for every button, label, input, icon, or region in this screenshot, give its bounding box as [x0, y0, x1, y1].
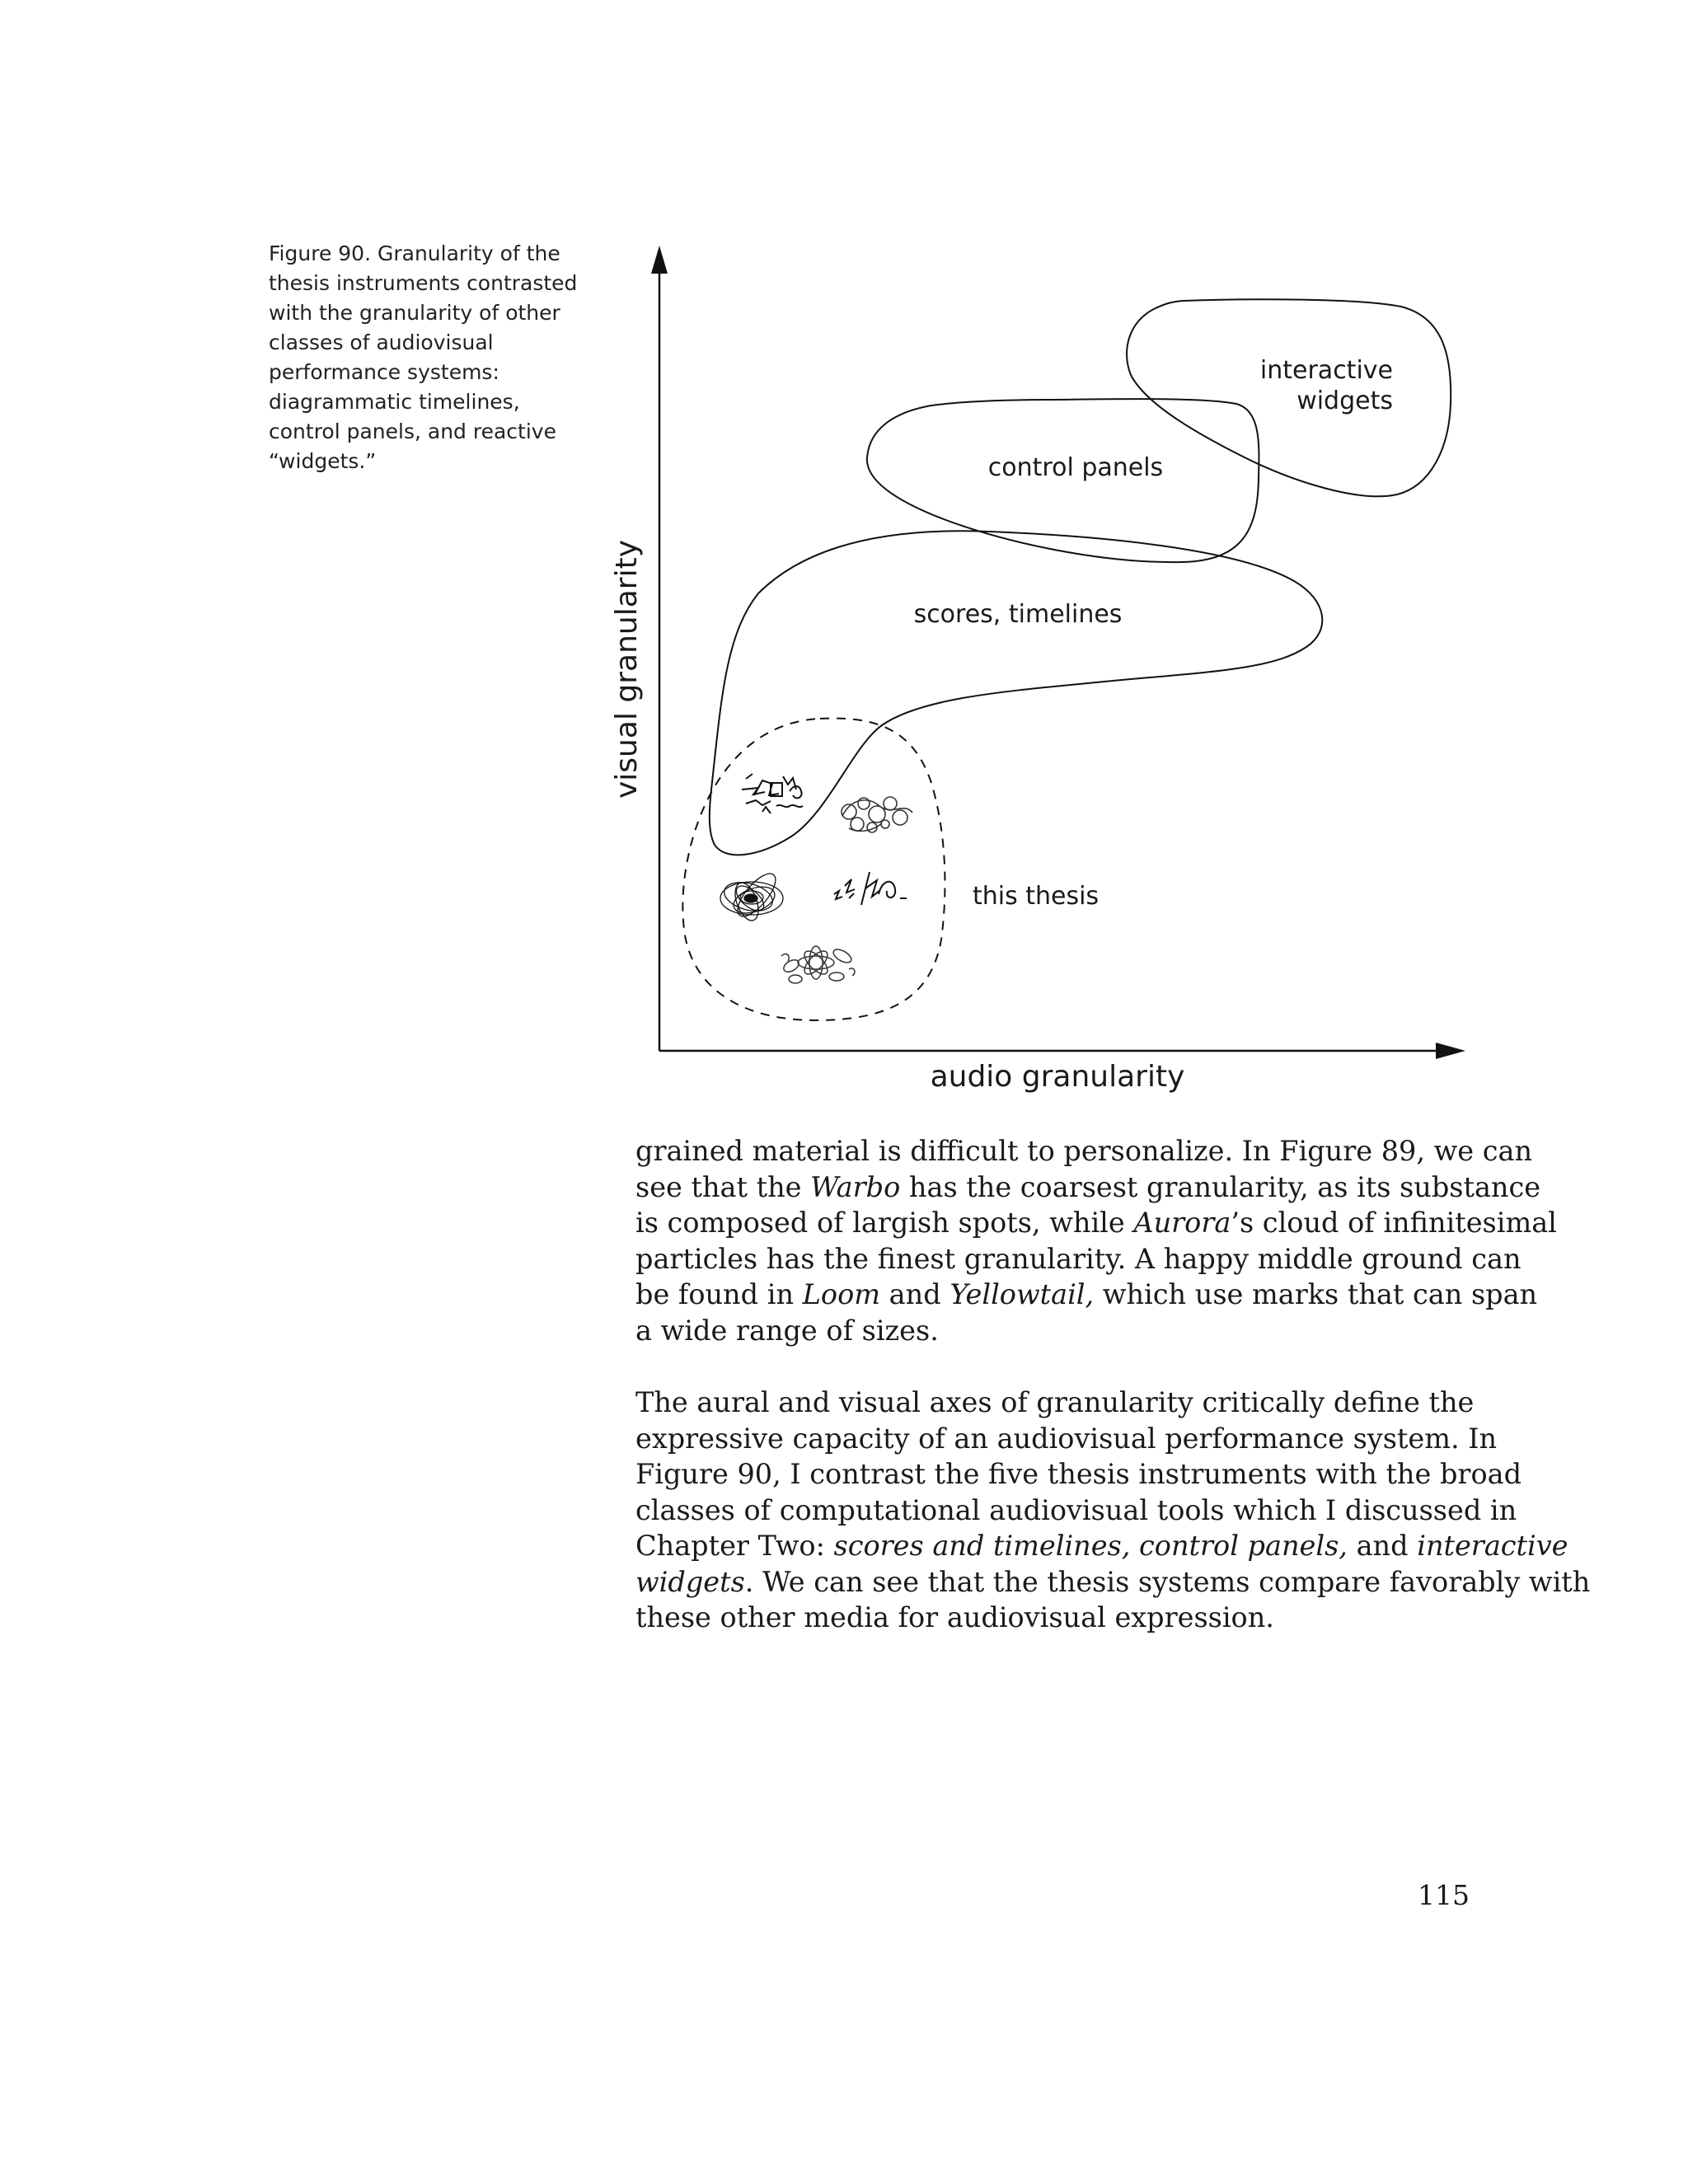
text-run: see that the	[635, 1170, 811, 1203]
this-thesis-label: this thesis	[973, 882, 1100, 911]
text-line	[635, 1169, 1541, 1206]
caption-line: Figure 90. Granularity of the	[269, 241, 560, 265]
text-run: is composed of largish spots, while	[635, 1207, 1134, 1239]
italic-text: widgets	[635, 1565, 745, 1598]
text-run: ’s cloud of infinitesimal	[1231, 1207, 1557, 1239]
interactive-widgets-region	[1127, 299, 1451, 496]
this-thesis-region	[682, 719, 945, 1020]
y-axis-label: visual granularity	[610, 539, 644, 799]
text-line	[635, 1205, 1557, 1241]
x-axis-arrowhead	[1436, 1043, 1465, 1059]
interactive-widgets-label-line2: widgets	[1296, 387, 1393, 415]
text-line	[635, 1564, 1591, 1601]
italic-text: Loom	[802, 1278, 881, 1310]
control-panels-label: control panels	[987, 453, 1164, 482]
text-line	[635, 1133, 1533, 1169]
caption-line: “widgets.”	[269, 449, 377, 473]
handwriting-icon	[834, 872, 907, 905]
text-run: these other media for audiovisual expression.	[635, 1601, 1274, 1633]
italic-text: interactive	[1417, 1530, 1568, 1562]
text-run: expressive capacity of an audiovisual performance system. In	[635, 1422, 1498, 1455]
flower-icon	[781, 946, 855, 983]
text-line	[635, 1241, 1522, 1277]
page-number: 115	[1418, 1879, 1470, 1911]
text-line	[635, 1313, 1476, 1349]
loops-icon	[842, 797, 912, 832]
scribble-icon-1	[742, 774, 803, 813]
italic-text: Warbo	[810, 1170, 901, 1203]
dense-blob-icon	[720, 868, 783, 924]
text-run: Figure 90, I contrast the five thesis instruments with the broad	[635, 1458, 1522, 1490]
text-run: particles has the finest granularity. A happy middle ground can	[635, 1242, 1522, 1275]
italic-text: Aurora	[1133, 1207, 1231, 1239]
scores-timelines-label: scores, timelines	[913, 600, 1123, 629]
text-run: be found in	[635, 1278, 803, 1310]
caption-line: thesis instruments contrasted	[269, 271, 578, 295]
y-axis-arrowhead	[651, 246, 668, 274]
text-run: a wide range of sizes.	[635, 1314, 939, 1347]
text-run: grained material is difficult to personalize. In Figure 89, we can	[635, 1135, 1533, 1167]
text-run: and	[1347, 1530, 1418, 1562]
caption-line: performance systems:	[269, 360, 499, 384]
text-line	[635, 1528, 1568, 1564]
text-run: . We can see that the thesis systems compare favorably with	[744, 1565, 1591, 1598]
text-run: which use marks that can span	[1094, 1278, 1538, 1310]
text-line	[635, 1385, 1476, 1421]
interactive-widgets-label-line1: interactive	[1259, 356, 1393, 385]
text-line	[635, 1600, 1476, 1636]
caption-line: classes of audiovisual	[269, 330, 494, 354]
text-line	[635, 1277, 1538, 1313]
text-run: The aural and visual axes of granularity critically define the	[635, 1386, 1475, 1418]
text-line	[635, 1456, 1522, 1493]
paragraph-1	[635, 1133, 1557, 1348]
text-line	[635, 1421, 1498, 1457]
italic-text: scores and timelines, control panels,	[833, 1530, 1348, 1562]
text-run: Chapter Two:	[635, 1530, 834, 1562]
italic-text: Yellowtail,	[950, 1278, 1095, 1310]
x-axis-label: audio granularity	[930, 1060, 1185, 1094]
text-run: and	[880, 1278, 950, 1310]
caption-line: control panels, and reactive	[269, 419, 556, 443]
text-run: has the coarsest granularity, as its substance	[900, 1170, 1541, 1203]
text-run: classes of computational audiovisual tools which I discussed in	[635, 1493, 1517, 1526]
text-line	[635, 1493, 1517, 1529]
caption-line: diagrammatic timelines,	[269, 390, 520, 414]
caption-line: with the granularity of other	[269, 301, 560, 325]
paragraph-2	[635, 1385, 1591, 1636]
